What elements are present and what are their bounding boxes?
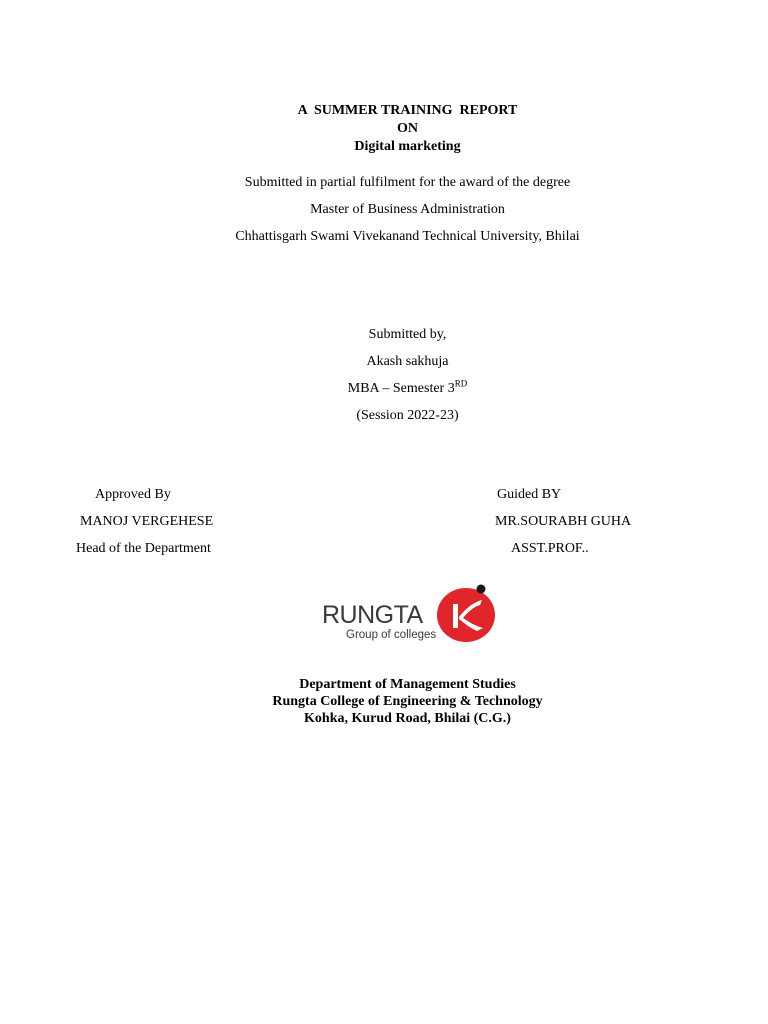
program-text: MBA – Semester 3 <box>347 381 455 396</box>
approved-by-label: Approved By <box>95 487 171 502</box>
university-name: Chhattisgarh Swami Vivekanand Technical University, Bhilai <box>235 229 580 244</box>
college-address: Kohka, Kurud Road, Bhilai (C.G.) <box>304 711 511 726</box>
session: (Session 2022-23) <box>356 408 459 423</box>
logo-wordmark: RUNGTA <box>322 601 423 629</box>
program-superscript: RD <box>454 378 468 389</box>
logo-tagline: Group of colleges <box>346 629 437 641</box>
report-title-on: ON <box>397 121 418 136</box>
guide-role: ASST.PROF.. <box>511 541 589 556</box>
submitted-by-label: Submitted by, <box>368 327 447 342</box>
approver-role: Head of the Department <box>76 541 211 556</box>
logo-red-emblem <box>437 588 495 642</box>
logo-dot <box>477 585 486 594</box>
approver-name: MANOJ VERGEHESE <box>80 514 214 529</box>
degree-name: Master of Business Administration <box>310 202 505 217</box>
report-title: A SUMMER TRAINING REPORT <box>297 103 518 118</box>
student-program <box>0 378 768 397</box>
report-topic: Digital marketing <box>354 139 461 154</box>
college-name: Rungta College of Engineering & Technology <box>272 694 543 709</box>
rungta-logo <box>320 582 498 644</box>
student-name: Akash sakhuja <box>366 354 449 369</box>
guide-name: MR.SOURABH GUHA <box>495 514 632 529</box>
submission-statement: Submitted in partial fulfilment for the award of the degree <box>244 175 571 190</box>
department-name: Department of Management Studies <box>299 677 516 692</box>
logo-stroke-vertical <box>453 604 458 628</box>
guided-by-label: Guided BY <box>497 487 562 502</box>
